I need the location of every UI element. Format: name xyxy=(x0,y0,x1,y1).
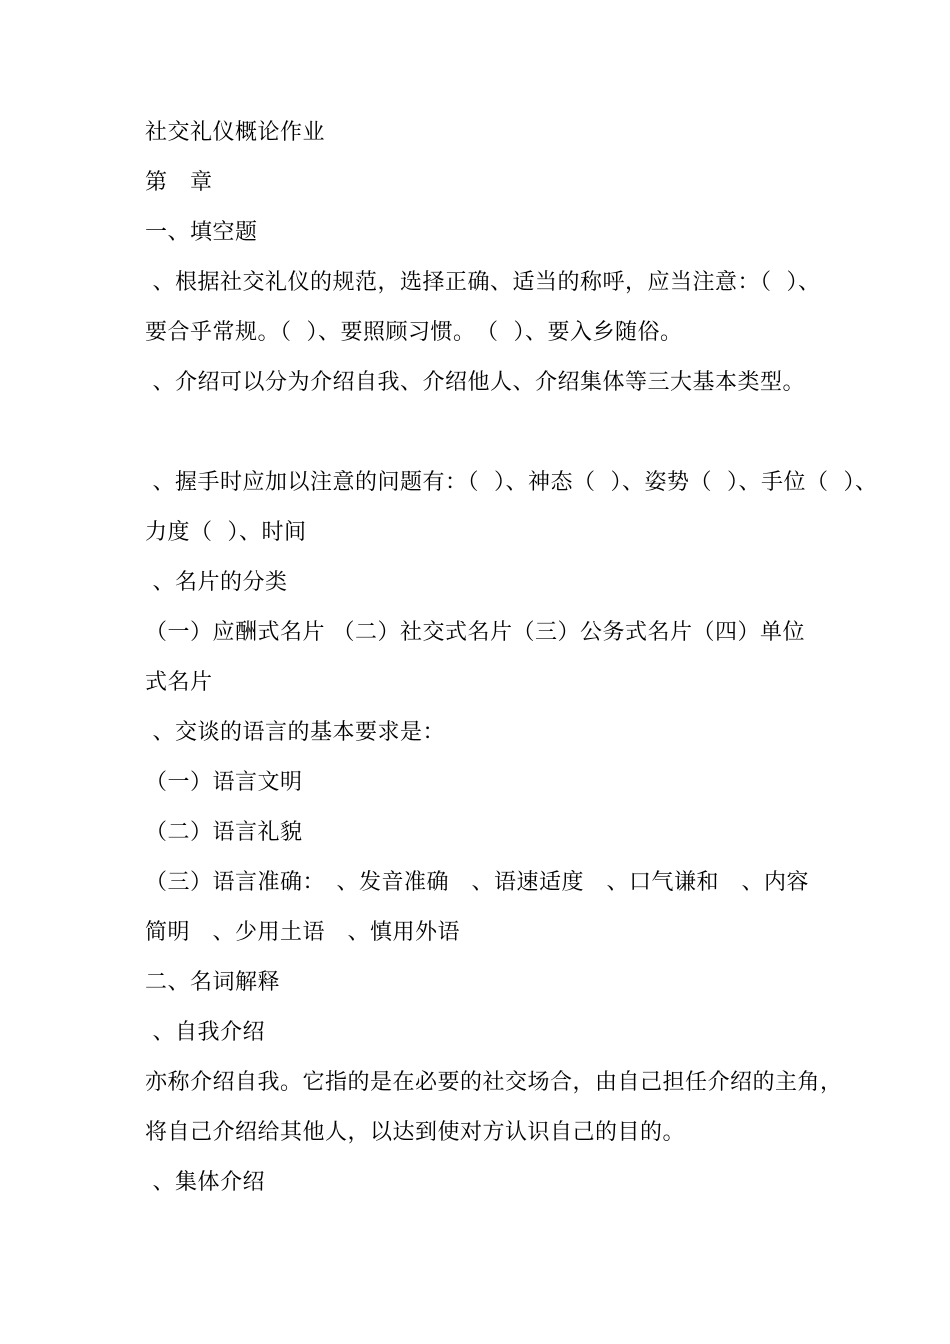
answer-text: 简明 、少用土语 、慎用外语 xyxy=(145,920,461,945)
question-text: 、根据社交礼仪的规范，选择正确、适当的称呼，应当注意：（ ）、 xyxy=(145,270,821,295)
section-heading-fill-in: 一、填空题 xyxy=(145,220,258,245)
term-heading: 、自我介绍 xyxy=(145,1020,265,1045)
document-title: 社交礼仪概论作业 xyxy=(145,120,326,145)
definition-text: 将自己介绍给其他人，以达到使对方认识自己的目的。 xyxy=(145,1120,686,1145)
question-text: 、名片的分类 xyxy=(145,570,288,595)
question-text: 、交谈的语言的基本要求是： xyxy=(145,720,445,745)
chapter-heading: 第 章 xyxy=(145,170,213,195)
answer-text: （一）应酬式名片 （二）社交式名片（三）公务式名片（四）单位 xyxy=(145,620,805,645)
question-text: 要合乎常规。（ ）、要照顾习惯。 （ ）、要入乡随俗。 xyxy=(145,320,683,345)
question-text: 力度（ ）、时间 xyxy=(145,520,307,545)
answer-text: （三）语言准确： 、发音准确 、语速适度 、口气谦和 、内容 xyxy=(145,870,810,895)
answer-text: （一）语言文明 xyxy=(145,770,303,795)
answer-text: （二）语言礼貌 xyxy=(145,820,303,845)
section-heading-definitions: 二、名词解释 xyxy=(145,970,281,995)
question-text: 、介绍可以分为介绍自我、介绍他人、介绍集体等三大基本类型。 xyxy=(145,370,805,395)
question-text: 、握手时应加以注意的问题有：（ ）、神态（ ）、姿势（ ）、手位（ ）、 xyxy=(145,470,878,495)
definition-text: 亦称介绍自我。它指的是在必要的社交场合，由自己担任介绍的主角， xyxy=(145,1070,843,1095)
answer-text: 式名片 xyxy=(145,670,213,695)
term-heading: 、集体介绍 xyxy=(145,1170,265,1195)
